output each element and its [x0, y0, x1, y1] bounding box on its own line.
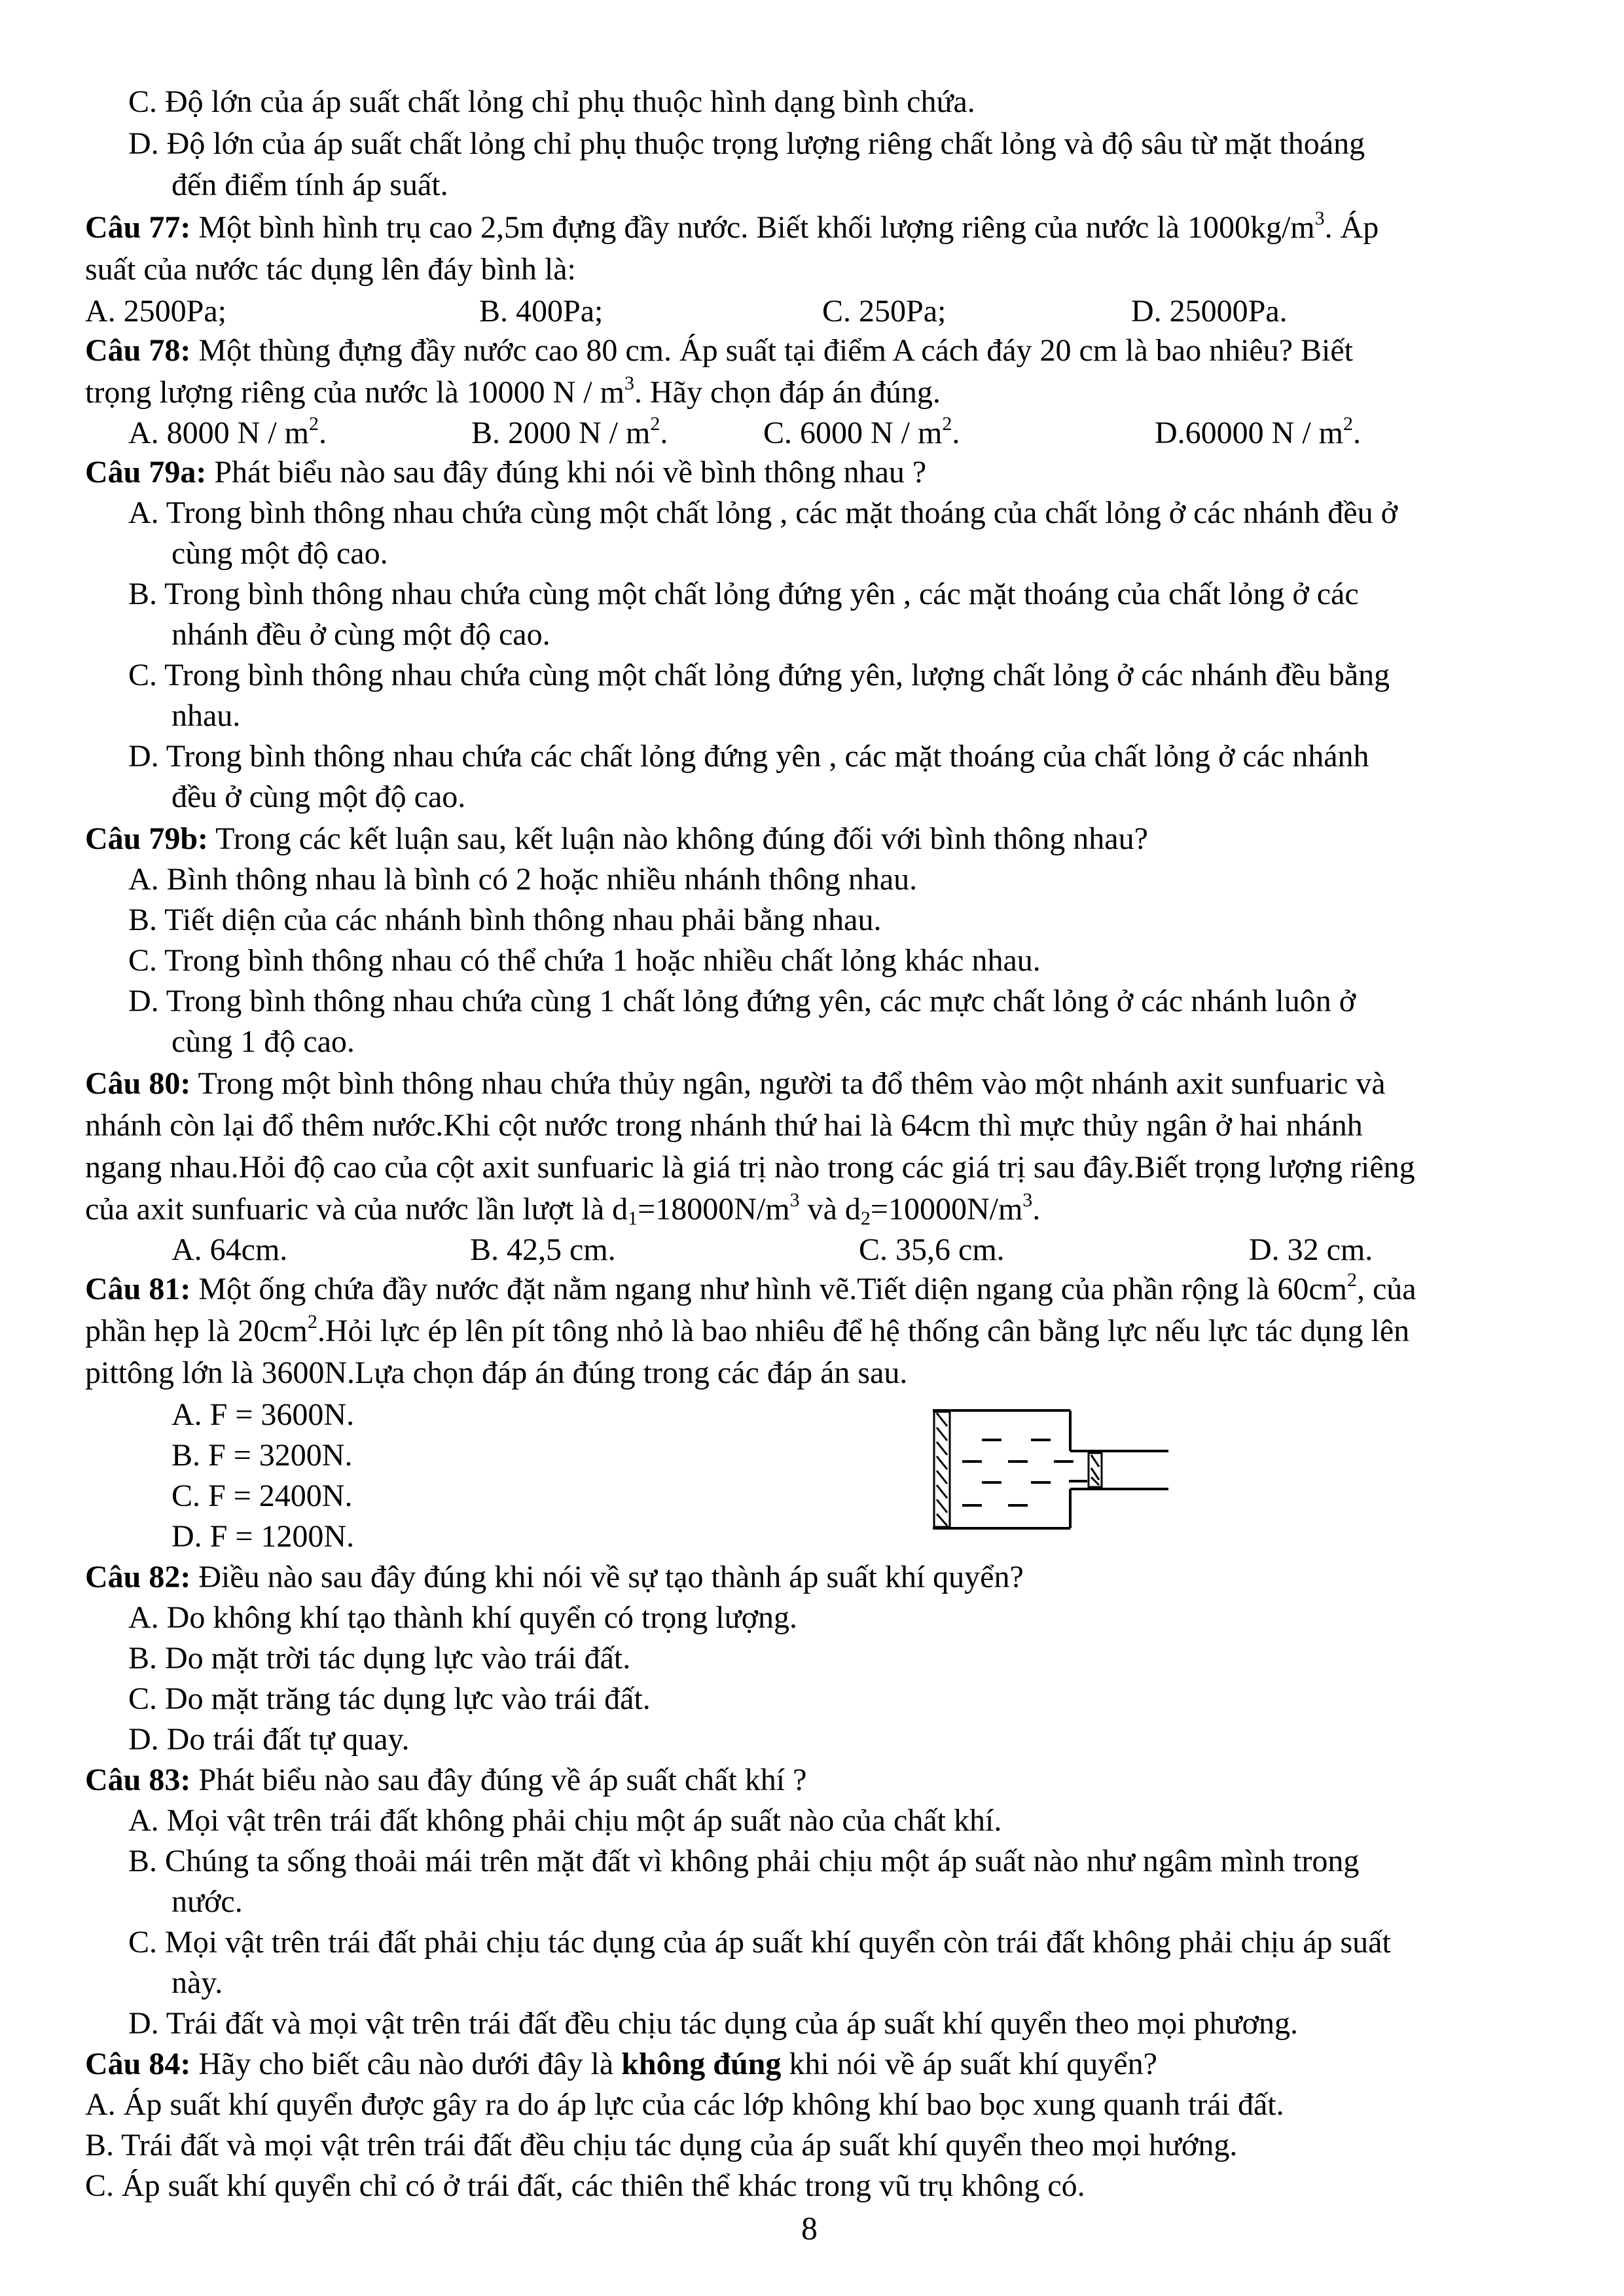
q82-option-a[interactable]: A. Do không khí tạo thành khí quyển có trọng lượng. — [128, 1600, 797, 1635]
question-80-cont-3: của axit sunfuaric và của nước lần lượt là $d_1=18000N/m^3$ và $d_2=10000N/m^3$. — [85, 1189, 1041, 1229]
q78-option-b[interactable]: B. 2000 N / $m^2$. — [471, 413, 668, 450]
option-c-prev: C. Độ lớn của áp suất chất lỏng chỉ phụ thuộc hình dạng bình chứa. — [128, 84, 975, 119]
question-83: Câu 83: Phát biểu nào sau đây đúng về áp suất chất khí ? — [85, 1763, 807, 1797]
question-80-cont-2: ngang nhau.Hỏi độ cao của cột axit sunfuaric là giá trị nào trong các giá trị sau đây.Biết trọng lượng riêng — [85, 1150, 1415, 1185]
q83-option-a[interactable]: A. Mọi vật trên trái đất không phải chịu một áp suất nào của chất khí. — [128, 1803, 1002, 1838]
question-80-cont-1: nhánh còn lại đổ thêm nước.Khi cột nước trong nhánh thứ hai là 64cm thì mực thủy ngân ở hai nhánh — [85, 1108, 1363, 1143]
q77-option-c[interactable]: C. 250Pa; — [822, 294, 947, 329]
large-piston — [934, 1412, 950, 1527]
q83-option-b-cont: nước. — [171, 1884, 243, 1919]
q79b-option-b[interactable]: B. Tiết diện của các nhánh bình thông nhau phải bằng nhau. — [128, 903, 882, 937]
q80-option-d[interactable]: D. 32 cm. — [1249, 1232, 1373, 1267]
q78-option-d[interactable]: D.60000 N / $m^2$. — [1155, 413, 1361, 450]
q82-option-d[interactable]: D. Do trái đất tự quay. — [128, 1722, 410, 1757]
option-d-prev-cont: đến điểm tính áp suất. — [171, 168, 448, 202]
option-d-prev: D. Độ lớn của áp suất chất lỏng chỉ phụ thuộc trọng lượng riêng chất lỏng và độ sâu từ mặt thoáng — [128, 126, 1365, 161]
question-82: Câu 82: Điều nào sau đây đúng khi nói về sự tạo thành áp suất khí quyển? — [85, 1560, 1024, 1594]
q79b-option-d[interactable]: D. Trong bình thông nhau chứa cùng 1 chất lỏng đứng yên, các mực chất lỏng ở các nhánh luôn ở — [128, 984, 1356, 1018]
q83-option-c[interactable]: C. Mọi vật trên trái đất phải chịu tác dụng của áp suất khí quyển còn trái đất không phải chịu áp suất — [128, 1925, 1391, 1960]
question-78: Câu 78: Một thùng đựng đầy nước cao 80 cm. Áp suất tại điểm A cách đáy 20 cm là bao nhiêu? Biết — [85, 333, 1354, 368]
q79a-option-c[interactable]: C. Trong bình thông nhau chứa cùng một chất lỏng đứng yên, lượng chất lỏng ở các nhánh đều bằng — [128, 658, 1390, 692]
q79a-option-d-cont: đều ở cùng một độ cao. — [171, 780, 466, 814]
q79a-option-d[interactable]: D. Trong bình thông nhau chứa các chất lỏng đứng yên , các mặt thoáng của chất lỏng ở các nhánh — [128, 739, 1369, 774]
q83-option-d[interactable]: D. Trái đất và mọi vật trên trái đất đều chịu tác dụng của áp suất khí quyển theo mọi phương. — [128, 2006, 1299, 2041]
page-number: 8 — [801, 2210, 818, 2246]
q82-option-b[interactable]: B. Do mặt trời tác dụng lực vào trái đất. — [128, 1641, 631, 1676]
q79a-option-c-cont: nhau. — [171, 698, 241, 733]
q79a-option-b-cont: nhánh đều ở cùng một độ cao. — [171, 617, 550, 652]
question-77: Câu 77: Một bình hình trụ cao 2,5m đựng đầy nước. Biết khối lượng riêng của nước là $1000kg/m^3$. Áp — [85, 207, 1379, 245]
question-77-cont: suất của nước tác dụng lên đáy bình là: — [85, 252, 576, 287]
q81-option-b[interactable]: B. F = 3200N. — [171, 1438, 353, 1473]
q79a-option-a-cont: cùng một độ cao. — [171, 536, 388, 571]
question-79a: Câu 79a: Phát biểu nào sau đây đúng khi nói về bình thông nhau ? — [85, 455, 927, 490]
q79b-option-d-cont: cùng 1 độ cao. — [171, 1024, 355, 1059]
question-81-cont-1: phần hẹp là $20cm^2.Hỏi$ lực ép lên pít tông nhỏ là bao nhiêu để hệ thống cân bằng lực nếu lực tác dụng lên — [85, 1311, 1410, 1348]
q77-option-a[interactable]: A. 2500Pa; — [85, 294, 226, 329]
tube-piston-diagram — [926, 1404, 1175, 1541]
q82-option-c[interactable]: C. Do mặt trăng tác dụng lực vào trái đất. — [128, 1681, 651, 1716]
q78-option-a[interactable]: A. 8000 N / $m^2$. — [128, 413, 327, 450]
question-81: Câu 81: Một ống chứa đầy nước đặt nằm ngang như hình vẽ.Tiết diện ngang của phần rộng là $60cm^2$, của — [85, 1269, 1416, 1306]
q79b-option-a[interactable]: A. Bình thông nhau là bình có 2 hoặc nhiều nhánh thông nhau. — [128, 862, 918, 897]
q81-option-d[interactable]: D. F = 1200N. — [171, 1519, 355, 1554]
q79a-option-b[interactable]: B. Trong bình thông nhau chứa cùng một chất lỏng đứng yên , các mặt thoáng của chất lỏng ở các — [128, 577, 1359, 611]
question-84: Câu 84: Hãy cho biết câu nào dưới đây là không đúng khi nói về áp suất khí quyển? — [85, 2047, 1157, 2081]
q83-option-c-cont: này. — [171, 1965, 223, 2000]
q80-option-c[interactable]: C. 35,6 cm. — [859, 1232, 1005, 1267]
q81-option-c[interactable]: C. F = 2400N. — [171, 1479, 353, 1513]
question-79b: Câu 79b: Trong các kết luận sau, kết luận nào không đúng đối với bình thông nhau? — [85, 821, 1148, 856]
question-80: Câu 80: Trong một bình thông nhau chứa thủy ngân, người ta đổ thêm vào một nhánh axit sunfuaric và — [85, 1066, 1386, 1101]
q77-option-b[interactable]: B. 400Pa; — [479, 294, 604, 329]
q79b-option-c[interactable]: C. Trong bình thông nhau có thể chứa 1 hoặc nhiều chất lỏng khác nhau. — [128, 943, 1041, 978]
q84-option-b[interactable]: B. Trái đất và mọi vật trên trái đất đều chịu tác dụng của áp suất khí quyển theo mọi hướng. — [85, 2128, 1238, 2162]
question-81-cont-2: pittông lớn là 3600N.Lựa chọn đáp án đúng trong các đáp án sau. — [85, 1355, 908, 1390]
q84-option-c[interactable]: C. Áp suất khí quyển chỉ có ở trái đất, các thiên thể khác trong vũ trụ không có. — [85, 2168, 1085, 2203]
q80-option-b[interactable]: B. 42,5 cm. — [470, 1232, 616, 1267]
small-piston — [1089, 1453, 1102, 1487]
q78-option-c[interactable]: C. 6000 N / $m^2$. — [763, 413, 960, 450]
q84-option-a[interactable]: A. Áp suất khí quyển được gây ra do áp lực của các lớp không khí bao bọc xung quanh trái đất. — [85, 2087, 1284, 2122]
q79a-option-a[interactable]: A. Trong bình thông nhau chứa cùng một chất lỏng , các mặt thoáng của chất lỏng ở các nhánh đều ở — [128, 495, 1398, 530]
q81-option-a[interactable]: A. F = 3600N. — [171, 1397, 355, 1432]
question-78-cont: trọng lượng riêng của nước là 10000 N / $m^3$. Hãy chọn đáp án đúng. — [85, 372, 941, 410]
question-label: Câu 77: — [85, 210, 191, 245]
water-dashes — [962, 1440, 1087, 1505]
q80-option-a[interactable]: A. 64cm. — [171, 1232, 288, 1267]
q77-option-d[interactable]: D. 25000Pa. — [1131, 294, 1288, 329]
q83-option-b[interactable]: B. Chúng ta sống thoải mái trên mặt đất vì không phải chịu một áp suất nào như ngâm mình trong — [128, 1844, 1360, 1878]
